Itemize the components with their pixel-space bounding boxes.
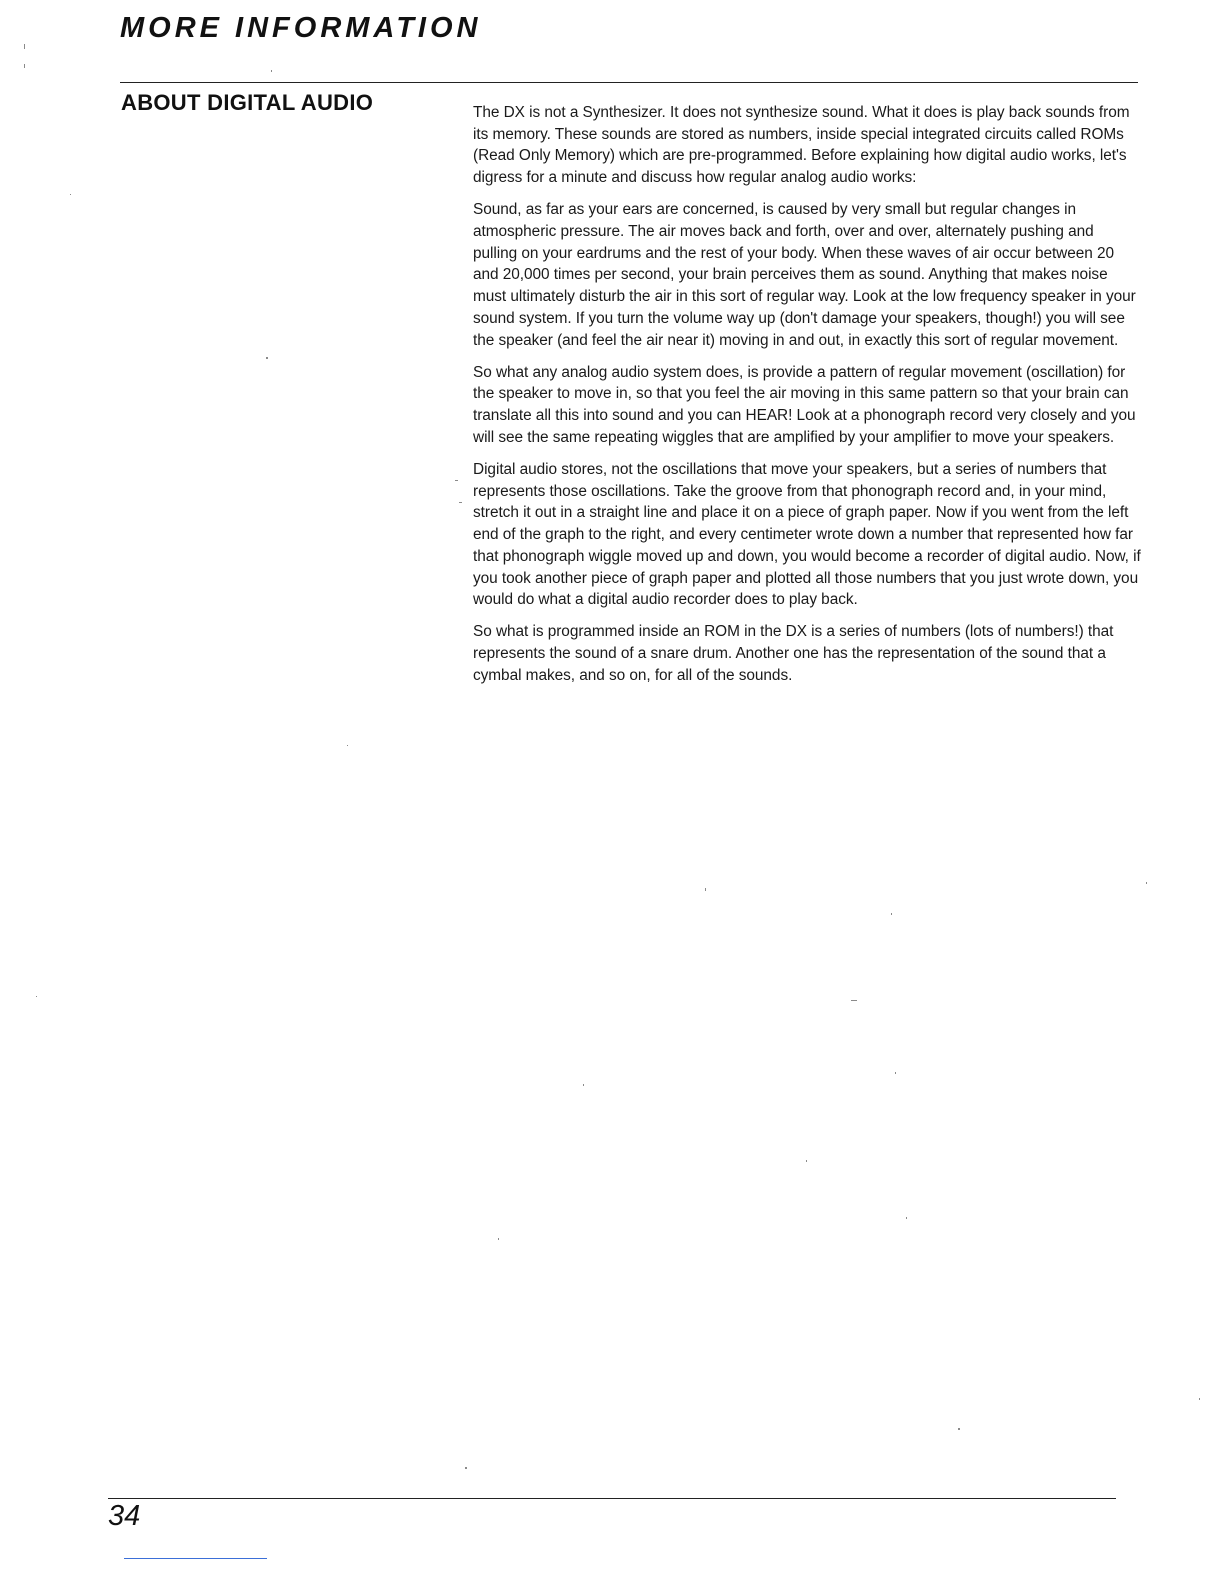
running-header: MORE INFORMATION — [120, 12, 482, 44]
scan-speck — [1146, 882, 1147, 884]
body-paragraph-1: The DX is not a Synthesizer. It does not synthesize sound. What it does is play back sounds from its memory. These sounds are stored as numbers, inside special integrated circuits called ROMs (Read Only Memory) which are pre-programmed. Before explaining how digital audio works, let's digress for a minute and discuss how regular analog audio works: — [473, 104, 1130, 187]
scan-speck — [498, 1238, 499, 1240]
scan-speck — [36, 996, 37, 997]
scan-speck — [70, 194, 71, 195]
page-number: 34 — [108, 1500, 141, 1532]
body-text-column — [473, 102, 1141, 697]
scan-speck — [1199, 1398, 1200, 1400]
scan-speck — [24, 64, 25, 68]
scan-speck — [806, 1160, 807, 1162]
scan-speck — [583, 1084, 584, 1086]
bottom-divider — [108, 1498, 1116, 1499]
body-paragraph-3: So what any analog audio system does, is provide a pattern of regular movement (oscillation) for the speaker to move in, so that you feel the air moving in this same pattern so that your brain can translate all this into sound and you can HEAR! Look at a phonograph record very closely and you will see the same repeating wiggles that are amplified by your amplifier to move your speakers. — [473, 363, 1136, 446]
scan-speck — [465, 1467, 467, 1469]
body-paragraph-2: Sound, as far as your ears are concerned, is caused by very small but regular changes in atmospheric pressure. The air moves back and forth, over and over, alternately pushing and pulling on your eardrums and the rest of your body. When these waves of air occur between 20 and 20,000 times per second, your brain perceives them as sound. Anything that makes noise must ultimately disturb the air in this sort of regular way. Look at the low frequency speaker in your sound system. If you turn the volume way up (don't damage your speakers, though!) you will see the speaker (and feel the air near it) moving in and out, in exactly this sort of regular movement. — [473, 201, 1136, 349]
section-title: ABOUT DIGITAL AUDIO — [121, 90, 374, 115]
scan-speck — [891, 913, 892, 915]
scan-speck — [271, 70, 272, 72]
scan-speck — [851, 1000, 857, 1001]
scan-blue-line — [124, 1558, 267, 1559]
scan-speck — [347, 745, 348, 746]
body-paragraph-5: So what is programmed inside an ROM in the DX is a series of numbers (lots of numbers!) that represents the sound of a snare drum. Another one has the representation of the sound that a cymbal makes, and so on, for all of the sounds. — [473, 623, 1114, 684]
scan-speck — [895, 1072, 896, 1074]
scan-speck — [906, 1217, 907, 1219]
scan-speck — [705, 888, 706, 891]
scan-speck — [958, 1428, 960, 1430]
scan-speck — [459, 502, 462, 503]
scan-speck — [455, 480, 458, 481]
top-divider — [120, 82, 1138, 83]
body-paragraph-4: Digital audio stores, not the oscillations that move your speakers, but a series of numbers that represents those oscillations. Take the groove from that phonograph record and, in your mind, stretch it out in a straight line and place it on a piece of graph paper. Now if you went from the left end of the graph to the right, and every centimeter wrote down a number that represented how far that phonograph wiggle moved up and down, you would become a recorder of digital audio. Now, if you took another piece of graph paper and plotted all those numbers that you just wrote down, you would do what a digital audio recorder does to play back. — [473, 461, 1141, 609]
scan-speck — [24, 44, 25, 49]
scan-speck — [266, 357, 268, 359]
